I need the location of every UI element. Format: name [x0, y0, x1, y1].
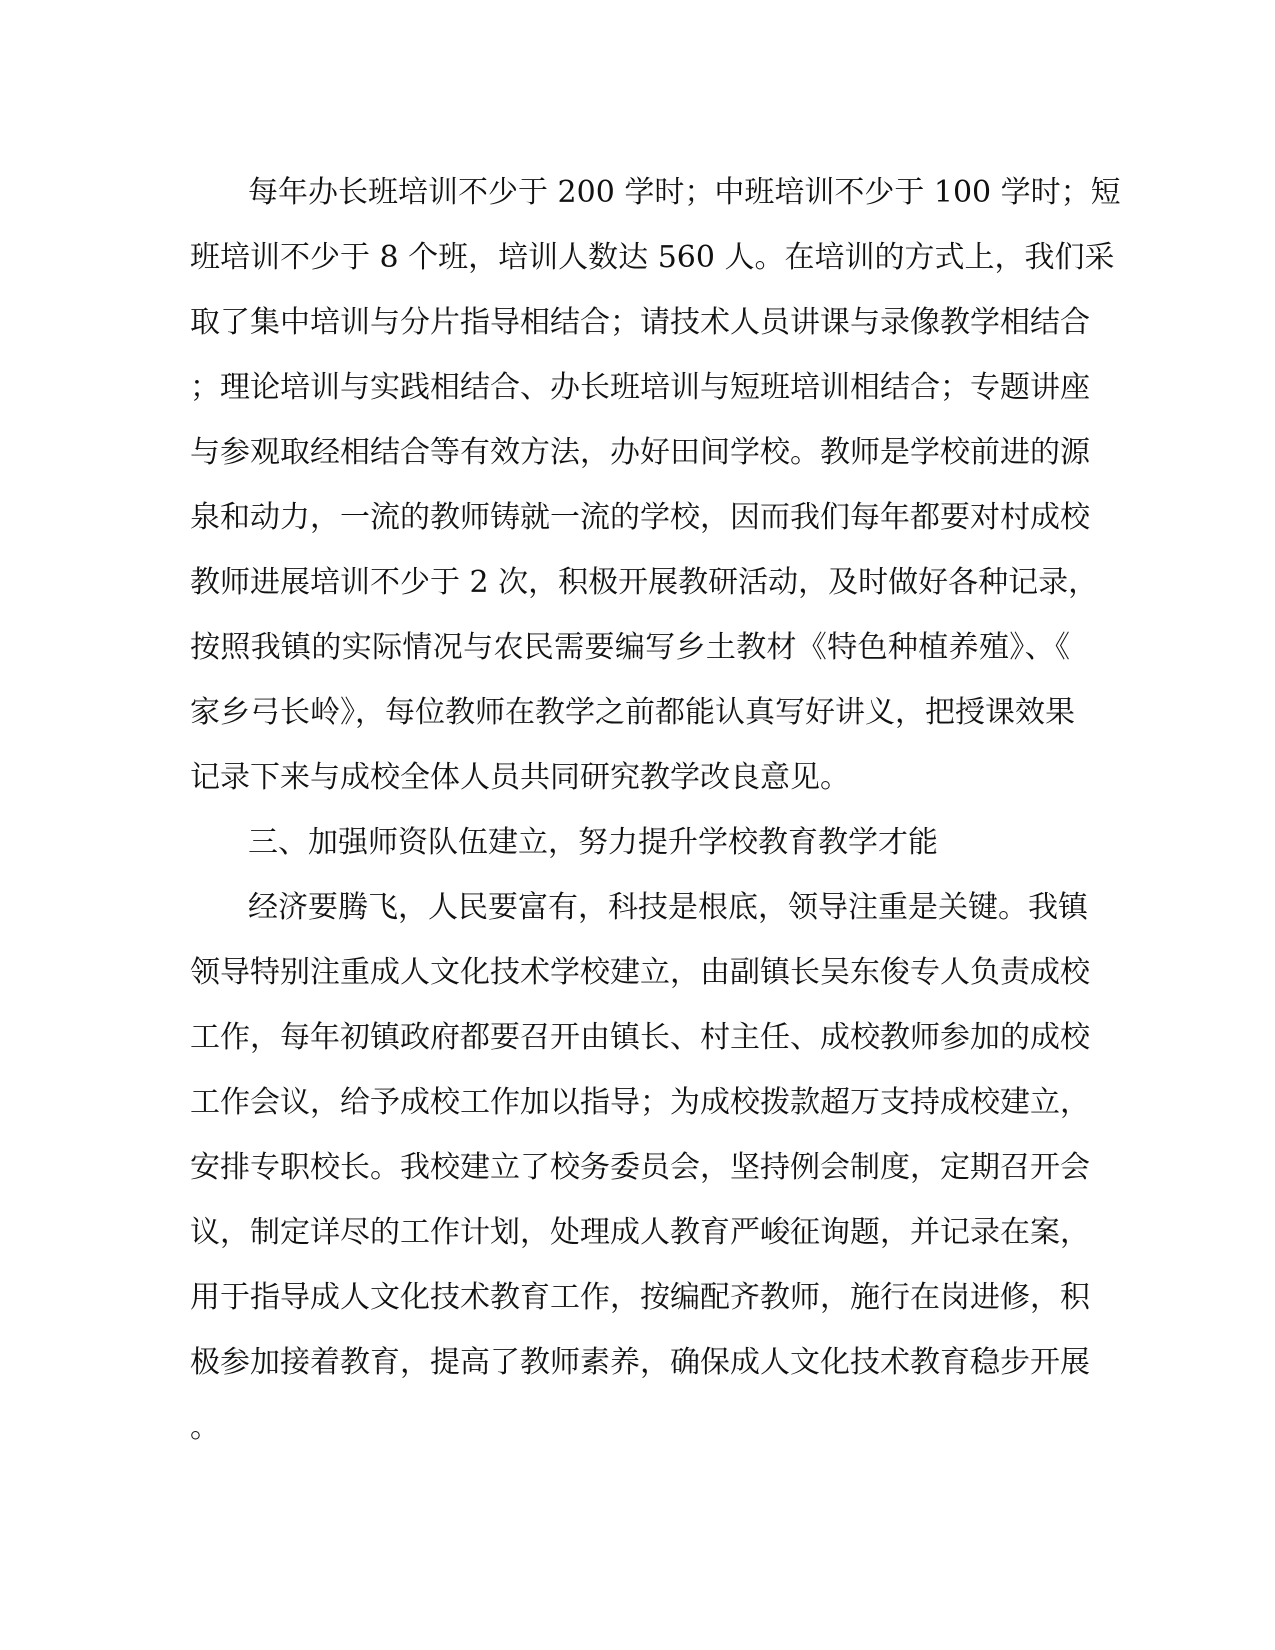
paragraph-line: 与参观取经相结合等有效方法，办好田间学校。教师是学校前进的源 [190, 435, 1090, 470]
paragraph-line: 用于指导成人文化技术教育工作，按编配齐教师，施行在岗进修，积 [190, 1280, 1090, 1315]
paragraph-line: 泉和动力，一流的教师铸就一流的学校，因而我们每年都要对村成校 [190, 500, 1090, 535]
paragraph-line: 经济要腾飞，人民要富有，科技是根底，领导注重是关键。我镇 [248, 890, 1088, 925]
paragraph-line: 安排专职校长。我校建立了校务委员会，坚持例会制度，定期召开会 [190, 1150, 1090, 1185]
paragraph-line: 。 [190, 1410, 220, 1445]
paragraph-line: 按照我镇的实际情况与农民需要编写乡土教材《特色种植养殖》、《 [190, 630, 1070, 665]
paragraph-line: 记录下来与成校全体人员共同研究教学改良意见。 [190, 760, 850, 795]
paragraph-line: 工作会议，给予成校工作加以指导；为成校拨款超万支持成校建立， [190, 1085, 1090, 1120]
paragraph-line: 取了集中培训与分片指导相结合；请技术人员讲课与录像教学相结合 [190, 305, 1090, 340]
paragraph-line: 每年办长班培训不少于 200 学时；中班培训不少于 100 学时；短 [248, 175, 1121, 210]
paragraph-line: 极参加接着教育，提高了教师素养，确保成人文化技术教育稳步开展 [190, 1345, 1090, 1380]
paragraph-line: 工作，每年初镇政府都要召开由镇长、村主任、成校教师参加的成校 [190, 1020, 1090, 1055]
paragraph-line: 领导特别注重成人文化技术学校建立，由副镇长吴东俊专人负责成校 [190, 955, 1090, 990]
paragraph-line: ；理论培训与实践相结合、办长班培训与短班培训相结合；专题讲座 [190, 370, 1090, 405]
paragraph-line: 议，制定详尽的工作计划，处理成人教育严峻征询题，并记录在案， [190, 1215, 1090, 1250]
body-text [190, 160, 1121, 1460]
paragraph-line: 家乡弓长岭》，每位教师在教学之前都能认真写好讲义，把授课效果 [190, 695, 1075, 730]
paragraph-line: 班培训不少于 8 个班，培训人数达 560 人。在培训的方式上，我们采 [190, 240, 1115, 275]
section-heading: 三、加强师资队伍建立，努力提升学校教育教学才能 [248, 825, 938, 860]
paragraph-line: 教师进展培训不少于 2 次，积极开展教研活动，及时做好各种记录， [190, 565, 1099, 600]
